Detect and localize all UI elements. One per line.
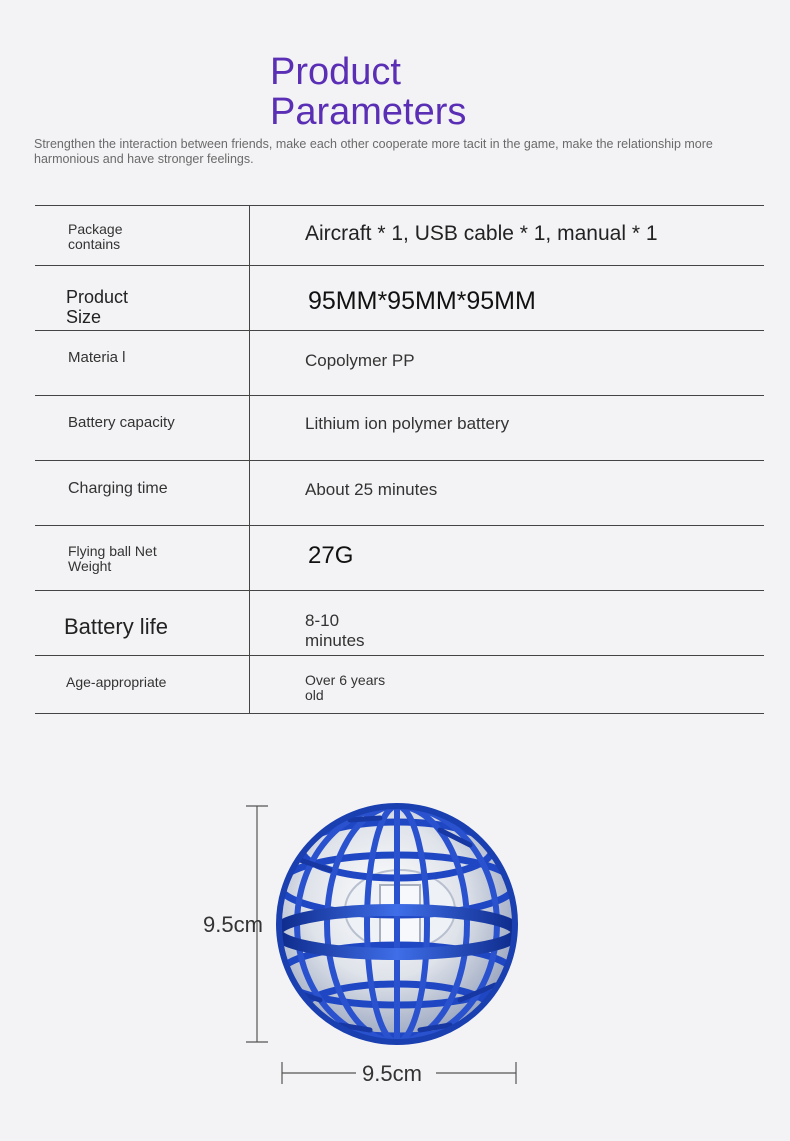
param-value: Aircraft * 1, USB cable * 1, manual * 1 xyxy=(305,222,658,245)
column-divider xyxy=(249,206,250,265)
param-row-age xyxy=(35,655,764,714)
column-divider xyxy=(249,461,250,525)
param-row-battery-life xyxy=(35,590,764,655)
param-row-net-weight xyxy=(35,525,764,590)
page-subtitle: Strengthen the interaction between friends, make each other cooperate more tacit in the game, make the relationship more harmonious and have stronger feelings. xyxy=(34,137,713,166)
param-value: About 25 minutes xyxy=(305,480,438,499)
column-divider xyxy=(249,656,250,713)
column-divider xyxy=(249,266,250,330)
param-row-material xyxy=(35,330,764,395)
height-dimension-label: 9.5cm xyxy=(203,912,263,937)
param-value: 95MM*95MM*95MM xyxy=(308,287,536,315)
param-row-size xyxy=(35,265,764,330)
param-row-battery-capacity xyxy=(35,395,764,460)
title-line-1: Product xyxy=(270,51,401,93)
parameters-table xyxy=(35,205,764,714)
param-label: Package contains xyxy=(68,221,123,252)
column-divider xyxy=(249,591,250,655)
param-row-charging-time xyxy=(35,460,764,525)
column-divider xyxy=(249,396,250,460)
param-value: Over 6 years old xyxy=(305,672,386,703)
title-line-2: Parameters xyxy=(270,91,467,133)
param-label: Battery life xyxy=(64,614,168,639)
param-value: Lithium ion polymer battery xyxy=(305,414,510,433)
param-row-package xyxy=(35,205,764,265)
page-title xyxy=(270,52,466,132)
column-divider xyxy=(249,526,250,590)
param-label: Battery capacity xyxy=(68,414,175,431)
param-value: 27G xyxy=(308,542,354,569)
param-label: Age-appropriate xyxy=(66,674,167,690)
param-label: Flying ball Net Weight xyxy=(68,543,157,574)
param-label: Charging time xyxy=(68,480,168,497)
product-dimension-figure xyxy=(0,790,790,1110)
column-divider xyxy=(249,331,250,395)
width-dimension-label: 9.5cm xyxy=(362,1061,422,1086)
param-label: Product Size xyxy=(66,287,129,327)
param-value: 8-10 minutes xyxy=(305,611,365,650)
flying-ball xyxy=(277,806,517,1042)
param-label: Materia l xyxy=(68,349,126,366)
param-value: Copolymer PP xyxy=(305,351,415,370)
